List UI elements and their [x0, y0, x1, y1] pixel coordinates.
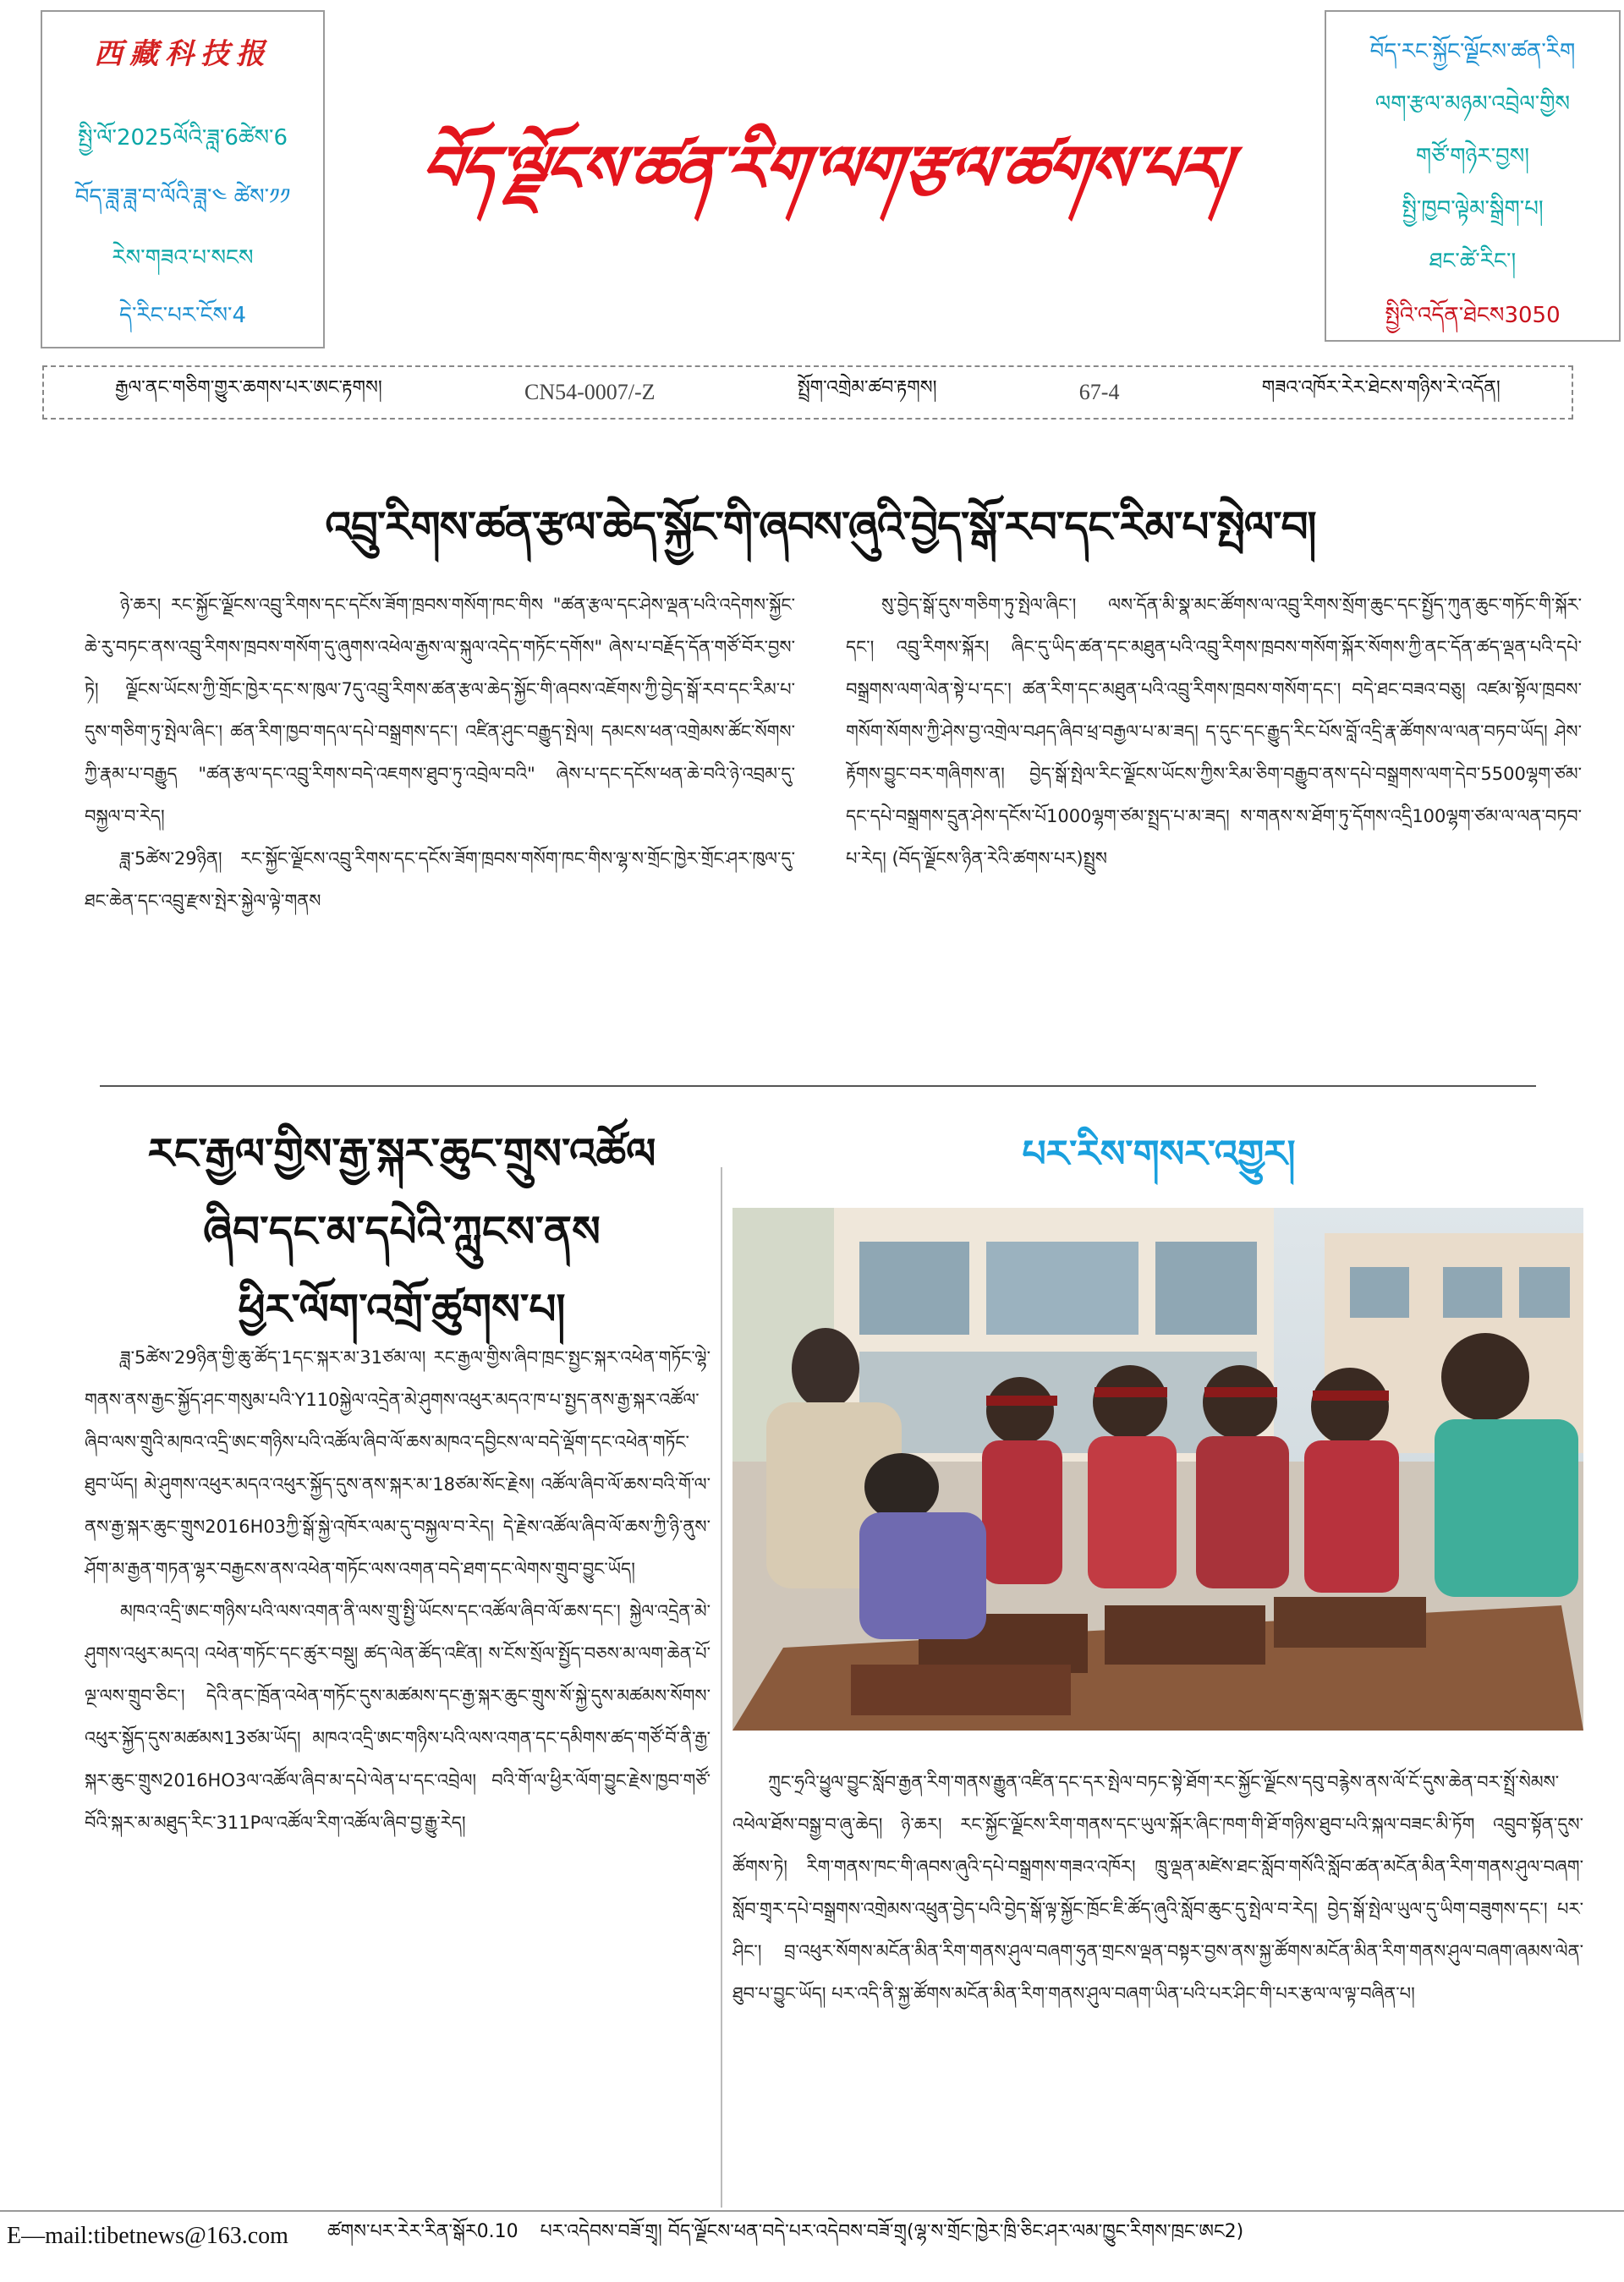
photo-illustration — [732, 1208, 1583, 1731]
masthead-title: བོད་ལྗོངས་ཚན་རིག་ལག་རྩལ་ཚགས་པར། — [415, 133, 1234, 206]
photo-feature-title: པར་རིས་གསར་འགྱུར། — [1022, 1133, 1296, 1176]
news-photo — [732, 1208, 1583, 1731]
publication-frequency: གཟའ་འཁོར་རེར་ཐེངས་གཉིས་རེ་འདོན། — [1261, 377, 1501, 398]
article2-headline — [85, 1115, 719, 1348]
contact-email: E—mail:tibetnews@163.com — [7, 2223, 288, 2249]
postal-code: 67-4 — [1078, 380, 1120, 404]
article2-paragraph: མཁའ་འདྲི་ཨང་གཉིས་པའི་ལས་འགན་ནི་ལས་གྲུ་སྤྱི་ཡོངས་དང་འཚོལ་ཞིབ་ལོ་ཆས་དང་། སྐྱེལ་འདྲེན་མེ་ཤུགས་འཕུར་མདའ། འཕེན་གཏོང་དང་ཚུར་བསྡུ། ཚད་ལེན་ཚོད་འཛིན། ས་ངོས་སྲོལ་སྤྱོད་བཅས་མ་ལག་ཆེན་པོ་ལྔ་ལས་གྲུབ་ཅིང་། དེའི་ནང་ཁྲོན་འཕེན་གཏོང་དུས་མཚམས་དང་རྒྱ་སྐར་ཆུང་གྲུས་སོ་སྐྱེ་དུས་མཚམས་སོགས་འཕུར་སྐྱོད་དུས་མཚམས13ཙམ་ཡོད། མཁའ་འདྲི་ཨང་གཉིས་པའི་ལས་འགན་དང་དམིགས་ཚད་གཙོ་བོ་ནི་རྒྱ་སྐར་ཆུང་གྲུས2016HO3ལ་འཚོལ་ཞིབ་མ་དཔེ་ལེན་པ་དང་འབྲེལ། བའི་གོ་ལ་ཕྱིར་ལོག་བྱུང་རྗེས་ཁྱབ་གཙོ་བོའི་སྐར་མ་མཐུད་རིང་311Pལ་འཚོལ་རིག་འཚོལ་ཞིབ་བྱ་རྒྱུ་རེད། — [85, 1601, 710, 1833]
registration-info-bar — [42, 365, 1573, 420]
gregorian-date: སྤྱི་ལོ་2025ལོའི་ཟླ་6ཚེས་6 — [77, 125, 288, 151]
publisher-line-4: སྤྱི་ཁྱབ་ལྟེམ་སྒྲིག་པ། — [1402, 196, 1544, 222]
publisher-line-3: གཙོ་གཉེར་བྱས། — [1415, 144, 1530, 169]
tibetan-date: བོད་ཟླ་ཟླ་བ་ལོའི་ཟླ་༤ ཚེས་༡༡ — [74, 184, 291, 210]
section-divider — [100, 1085, 1536, 1087]
article1-column-2 — [846, 584, 1582, 1049]
article1-paragraph: སུ་བྱེད་སྒོ་དུས་གཅིག་ཏུ་སྤེལ་ཞིང་། ལས་དོན་མི་སྣ་མང་ཚོགས་ལ་འབྲུ་རིགས་སྲོག་ཆུང་དང་སྤྱོད་ཀུན་ཆུང་གཏོང་གི་སྐོར་དང་། འབྲུ་རིགས་སྐོར། ཞིང་དུ་ཡིད་ཚན་དང་མཐུན་པའི་འབྲུ་རིགས་ཁྲབས་གསོག་སྐོར་སོགས་ཀྱི་ནང་དོན་ཚད་ལྡན་པའི་དཔེ་བསྒྲགས་ལག་ལེན་སྟེ་པ་དང་། ཚན་རིག་དང་མཐུན་པའི་འབྲུ་རིགས་ཁྲབས་གསོག་དང་། བདེ་ཐང་བཟའ་བཅུ། འཛམ་སྟོལ་ཁྲབས་གསོག་སོགས་ཀྱི་ཤེས་བྱ་འགྲེལ་བཤད་ཞིབ་ཕྲ་བརྒྱལ་པ་མ་ཟད། ད་དུང་དང་རྒྱུད་རིང་པོས་བློ་འདྲི་རྣ་ཚོགས་ལ་ལན་བཏབ་ཡོད། ཤེས་རྟོགས་བྱུང་བར་གཞིགས་ན། བྱེད་སྒོ་སྤེལ་རིང་ལྗོངས་ཡོངས་ཀྱིས་རིམ་ཅིག་བརྒྱུབ་ནས་དཔེ་བསྒྲགས་ལག་དེབ་5500ལྷག་ཙམ་དང་དཔེ་བསྒྲགས་དྲུན་ཤེས་དངོས་པོ1000ལྷག་ཙམ་སྤྲད་པ་མ་ཟད། ས་གནས་ས་ཐོག་ཏུ་དོགས་འདྲི100ལྷག་ཙམ་ལ་ལན་བཏབ་པ་རེད། (བོད་ལྗོངས་ཉིན་རེའི་ཚགས་པར)སྤྲུས — [846, 595, 1582, 869]
photo-caption-paragraph: ཀྲུང་ཧྲའི་ཕྱུལ་བྱུང་སློབ་རྒྱན་རིག་གནས་རྒྱུན་འཛིན་དང་དར་སྤེལ་བཏང་སྟེ་ཐོག་རང་སྐྱོང་ལྗོངས་དབུ་བརྙེས་ནས་ལོ་ངོ་དུས་ཆེན་བར་སྤྲོ་སེམས་འཕེལ་ཐོས་བསྒྱ་བ་ཞུ་ཆེད། ཉེ་ཆར། རང་སྐྱོང་ལྗོངས་རིག་གནས་དང་ཡུལ་སྐོར་ཞིང་ཁག་གི་ཐོ་གཉིས་ཐུབ་པའི་སྐལ་བཟང་མི་ཏོག འབྲུབ་སྟོན་དུས་ཚོགས་ཏེ། རིག་གནས་ཁང་གི་ཞབས་ཞུའི་དཔེ་བསྒྲགས་གཟའ་འཁོར། ཁྲུ་ལྡན་མཛེས་ཐང་སློབ་གསོའི་སློབ་ཚན་མངོན་མིན་རིག་གནས་ཤུལ་བཞག་སློབ་གྲྭར་དཔེ་བསྒྲགས་འགྲེམས་འཕྲུན་བྱེད་པའི་བྱེད་སྒོ་ལྟ་སྐྱོང་ཁྲོང་ཇི་ཚོད་ཞུའི་སློབ་ཆུང་དུ་སྤེལ་བ་རེད། བྱེད་སྒོ་སྤེལ་ཡུལ་དུ་ཡིག་བཟུགས་དང་། པར་ཤིང་། བྲ་འཕུར་སོགས་མངོན་མིན་རིག་གནས་ཤུལ་བཞག་ཧུན་གྲངས་ལྡན་བསྟར་བྱས་ནས་སྐྱ་ཚོགས་མངོན་མིན་རིག་གནས་ཤུལ་བཞག་ཞམས་ལེན་ཐུབ་པ་བྱུང་ཡོད། པར་འདི་ནི་སྐྱ་ཚོགས་མངོན་མིན་རིག་གནས་ཤུལ་བཞག་ཡིན་པའི་པར་ཤིང་གི་པར་རྩལ་ལ་ལྟ་བཞིན་པ། — [732, 1772, 1583, 2004]
publisher-line-5: ཐང་ཚེ་རིང་། — [1429, 249, 1517, 274]
article1-column-1 — [85, 584, 795, 1049]
article2-paragraph: ཟླ་5ཚེས་29ཉིན་གྱི་ཆུ་ཚོད་1དང་སྐར་མ་31ཙམ་ལ། རང་རྒྱལ་གྱིས་ཞིབ་ཁྲང་སྤྱང་སྐར་འཕེན་གཏོང་ལྷེ་གནས་ནས་རྒྱང་སྐྱོད་ཤང་གསུམ་པའི་Y110སྐྱེལ་འདྲེན་མེ་ཤུགས་འཕུར་མདའ་ཁ་པ་སྤྱད་ནས་རྒྱ་སྐར་འཚོལ་ཞིབ་ལས་གྲུའི་མཁའ་འདྲི་ཨང་གཉིས་པའི་འཚོལ་ཞིབ་ལོ་ཆས་མཁའ་དབྱིངས་ལ་བདེ་ལྡོག་དང་འཕེན་གཏོང་ཐུབ་ཡོད། མེ་ཤུགས་འཕུར་མདའ་འཕུར་སྐྱོད་དུས་ནས་སྐར་མ་18ཙམ་སོང་རྗེས། འཚོལ་ཞིབ་ལོ་ཆས་བའི་གོ་ལ་ནས་རྒྱ་སྐར་ཆུང་གྲུས2016H03ཀྱི་སྒོ་སྐྱེ་འཁོར་ལམ་དུ་བསྐྱལ་བ་རེད། དེ་རྗེས་འཚོལ་ཞིབ་ལོ་ཆས་ཀྱི་ཉི་ནུས་ཤོག་མ་རྒྱན་གཏན་ལྷར་བརྒྱངས་ནས་འཕེན་གཏོང་ལས་འགན་བདེ་ཐག་དང་ལེགས་གྲུབ་བྱུང་ཡོད། — [85, 1347, 710, 1579]
publisher-line-1: བོད་རང་སྐྱོང་ལྗོངས་ཚན་རིག — [1369, 39, 1576, 64]
postal-code-label: སྤྲོག་འགྲེམ་ཚབ་རྟགས། — [797, 377, 937, 398]
masthead-right-box — [1325, 10, 1621, 342]
page-footer — [0, 2210, 1624, 2261]
weekday: རེས་གཟའ་པ་སངས — [112, 245, 254, 271]
chinese-newspaper-name: 西藏科技报 — [94, 37, 272, 71]
issue-pages: དེ་རིང་པར་ངོས་4 — [118, 303, 247, 328]
issn-number: CN54-0007/-Z — [524, 380, 656, 404]
article2-body — [85, 1336, 710, 2182]
publisher-line-2: ལག་རྩལ་མཉམ་འབྲེལ་གྱིས — [1374, 91, 1571, 117]
column-rule — [721, 1167, 722, 2208]
article2-headline-line: ཕྱིར་ལོག་འགྲོ་ཚུགས་པ། — [238, 1285, 566, 1334]
domestic-registration-label: རྒྱལ་ནང་གཅིག་གྱུར་ཆགས་པར་ཨང་རྟགས། — [115, 377, 382, 398]
article2-headline-line: ཞིབ་དང་མ་དཔེའི་ཀླུངས་ནས — [203, 1207, 601, 1256]
photo-caption-body — [732, 1761, 1583, 2184]
article1-paragraph: ཉེ་ཆར། རང་སྐྱོང་ལྗོངས་འབྲུ་རིགས་དང་དངོས་ཟོག་ཁྲབས་གསོག་ཁང་གིས "ཚན་རྩལ་དང་ཤེས་ལྡན་པའི་འདེགས་སྐྱོང་ཆེ་རུ་བཏང་ནས་འབྲུ་རིགས་ཁྲབས་གསོག་དུ་ཞུགས་འཕེལ་རྒྱས་ལ་སྐུལ་འདེད་གཏོང་དགོས" ཞེས་པ་བརྗོད་དོན་གཙོ་བོར་བྱས་ཏེ། ལྗོངས་ཡོངས་ཀྱི་གྲོང་ཁྱེར་དང་ས་ཁུལ་7དུ་འབྲུ་རིགས་ཚན་རྩལ་ཆེད་སྐྱོང་གི་ཞབས་འཇོགས་ཀྱི་བྱེད་སྒོ་རབ་དང་རིམ་པ་དུས་གཅིག་ཏུ་སྤེལ་ཞིང་། ཚན་རིག་ཁྱབ་གདལ་དཔེ་བསྒྲགས་དང་། འཛིན་ཤུང་བརྒྱུད་སྤེལ། དམངས་ཕན་འགྲེམས་ཚོང་སོགས་ཀྱི་རྣམ་པ་བརྒྱུད "ཚན་རྩལ་དང་འབྲུ་རིགས་བདེ་འཇགས་ཐུབ་ཏུ་འབྲེལ་བའི" ཞེས་པ་དང་དངོས་ཕན་ཆེ་བའི་ཉེ་འབྲམ་དུ་བསྐྱལ་བ་རེད། — [85, 595, 795, 826]
cumulative-issue: སྤྱིའི་འདོན་ཐེངས3050 — [1385, 303, 1561, 328]
printer-info: པར་འདེབས་བཟོ་གྲྭ། བོད་ལྗོངས་ཕན་བདེ་པར་འདེབས་བཟོ་གྲྭ(ལྷ་ས་གྲོང་ཁྱེར་ཁྲི་ཅིང་ཤར་ལམ་ཁྱུང་རིགས་ཁྲང་ཨང2) — [540, 2221, 1244, 2242]
masthead-left-box — [41, 10, 325, 348]
price: ཚགས་པར་རེར་རིན་སྒོར0.10 — [326, 2221, 518, 2242]
article2-headline-line: རང་རྒྱལ་གྱིས་རྒྱ་སྐར་ཆུང་གྲུས་འཚོལ — [147, 1129, 656, 1178]
article1-headline: འབྲུ་རིགས་ཚན་རྩལ་ཆེད་སྐྱོང་གི་ཞབས་ཞུའི་བྱེད་སྒོ་རབ་དང་རིམ་པ་སྤེལ་བ། — [325, 502, 1316, 551]
article1-paragraph: ཟླ་5ཚེས་29ཉིན། རང་སྐྱོང་ལྗོངས་འབྲུ་རིགས་དང་དངོས་ཟོག་ཁྲབས་གསོག་ཁང་གིས་ལྷ་ས་གྲོང་ཁྱེར་གྲོང་ཤར་ཁུལ་དུ་ཐང་ཆེན་དང་འབྲུ་རྫས་སྤེར་སྐྱེལ་ལྟེ་གནས — [85, 848, 795, 911]
